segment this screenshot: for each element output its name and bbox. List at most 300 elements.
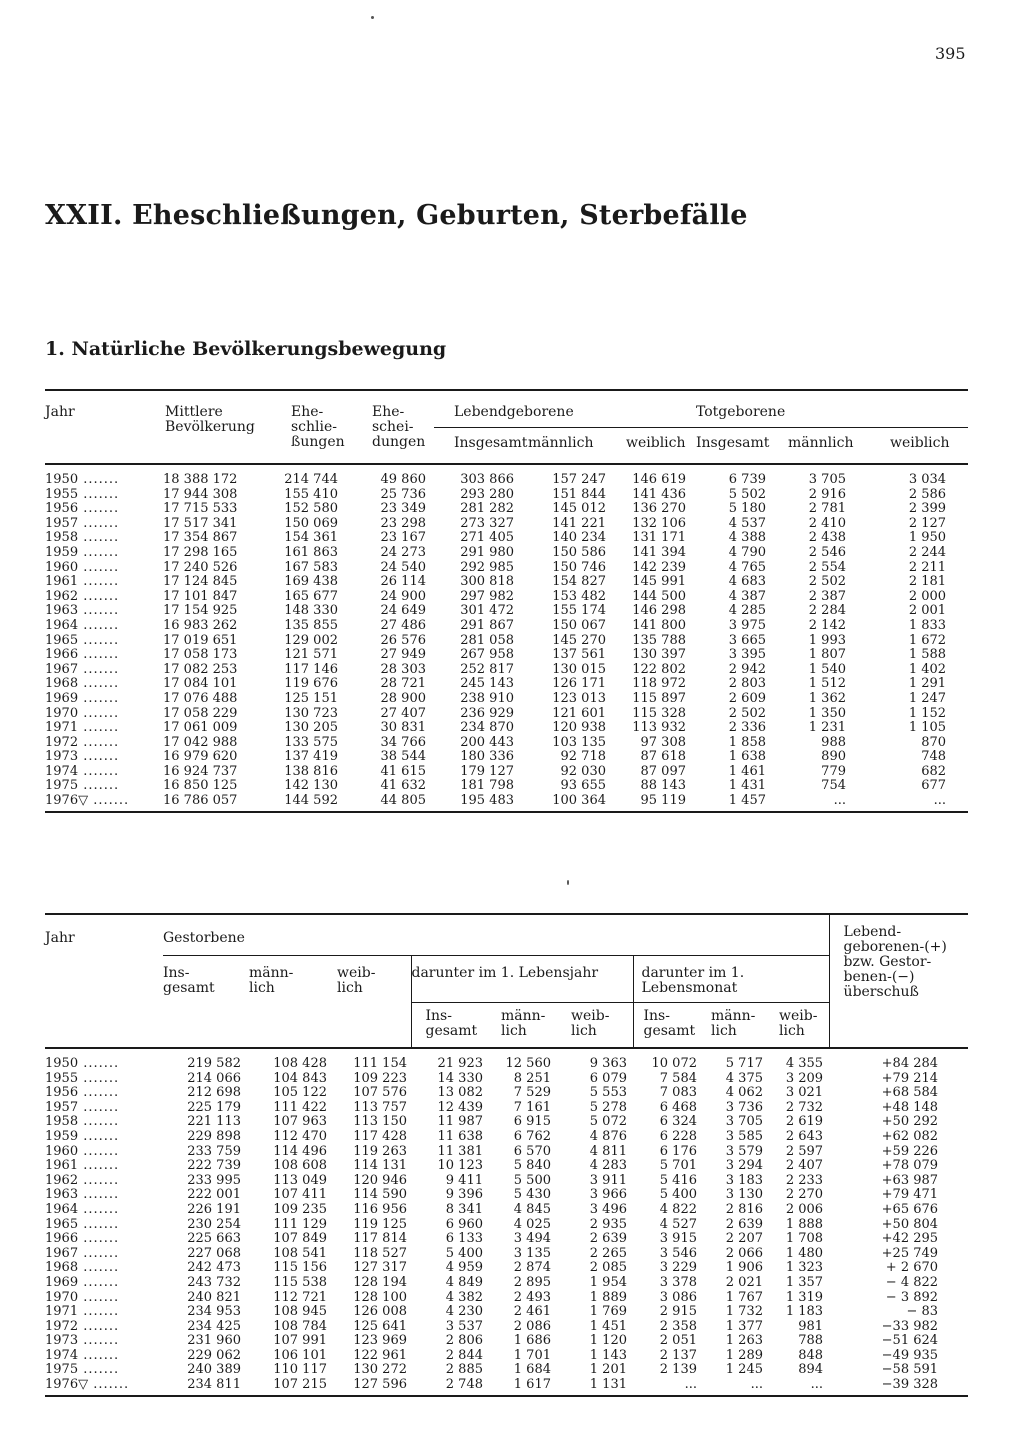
year-label: 1976▽ [45, 1377, 89, 1393]
value-cell: ... [684, 1377, 697, 1393]
table-row [45, 1086, 968, 1101]
value-cell: 1 289 [725, 1347, 763, 1363]
value-cell: 7 584 [659, 1070, 697, 1086]
value-cell: 222 739 [187, 1158, 241, 1174]
value-cell: 240 389 [187, 1362, 241, 1378]
value-cell: 130 397 [632, 647, 686, 663]
value-cell: 229 898 [187, 1128, 241, 1144]
value-cell: 127 317 [353, 1260, 407, 1276]
table-row [45, 765, 968, 780]
value-cell: 144 500 [632, 588, 686, 604]
year-label: 1963 [45, 603, 79, 619]
value-cell: 2 554 [808, 559, 846, 575]
value-cell: 2 502 [808, 574, 846, 590]
year-label: 1960 [45, 559, 79, 575]
value-cell: 130 205 [284, 720, 338, 736]
header-mittlere-bevoelkerung: Mittlere Bevölkerung [165, 404, 255, 435]
table-row [45, 794, 968, 809]
value-cell: 16 850 125 [163, 778, 238, 794]
value-cell: 2 619 [785, 1114, 824, 1130]
value-cell: 12 560 [505, 1056, 551, 1071]
value-cell: 107 963 [273, 1114, 327, 1130]
year-cell: 1972 ....... [45, 1318, 120, 1334]
year-cell: 1964 ....... [45, 617, 120, 633]
value-cell: 5 278 [589, 1099, 627, 1115]
year-label: 1958 [45, 1114, 79, 1130]
table-row [45, 1188, 968, 1203]
value-cell: 1 588 [908, 647, 947, 663]
table-row [45, 1334, 968, 1349]
value-cell: 1 807 [808, 647, 846, 663]
value-cell: 115 538 [273, 1274, 327, 1290]
value-cell: +79 214 [881, 1070, 939, 1086]
value-cell: 25 736 [380, 486, 426, 502]
value-cell: 2 781 [808, 501, 846, 517]
value-cell: 1 120 [589, 1333, 627, 1349]
year-cell: 1965 ....... [45, 1216, 120, 1232]
value-cell: −49 935 [881, 1347, 939, 1363]
value-cell: 4 230 [445, 1304, 483, 1320]
header-lm-insgesamt: Ins- gesamt [633, 1003, 701, 1049]
year-label: 1955 [45, 486, 79, 502]
year-label: 1969 [45, 690, 79, 706]
value-cell: 141 394 [632, 544, 686, 560]
year-cell: 1950 ....... [45, 472, 120, 487]
value-cell: 28 303 [380, 661, 426, 677]
year-label: 1965 [45, 1216, 79, 1232]
value-cell: 2 066 [725, 1245, 763, 1261]
value-cell: 4 283 [589, 1158, 627, 1174]
value-cell: 2 643 [785, 1128, 824, 1144]
value-cell: 2 915 [659, 1304, 697, 1320]
value-cell: 130 272 [353, 1362, 407, 1378]
value-cell: 234 870 [460, 720, 514, 736]
value-cell: 122 961 [353, 1347, 407, 1363]
value-cell: +42 295 [881, 1231, 939, 1247]
value-cell: 2 142 [808, 617, 846, 633]
header-jahr: Jahr [45, 404, 75, 420]
section-title: 1. Natürliche Bevölkerungsbewegung [45, 338, 447, 360]
value-cell: +84 284 [881, 1056, 939, 1071]
table-row [45, 1145, 968, 1160]
value-cell: 848 [798, 1347, 824, 1363]
value-cell: 1 769 [589, 1304, 627, 1320]
value-cell: 890 [821, 749, 846, 765]
value-cell: 145 270 [552, 632, 606, 648]
value-cell: 146 298 [632, 603, 686, 619]
value-cell: 1 319 [785, 1289, 824, 1305]
value-cell: 17 298 165 [163, 544, 238, 560]
value-cell: 1 686 [513, 1333, 551, 1349]
value-cell: 2 732 [785, 1099, 824, 1115]
value-cell: 118 527 [353, 1245, 407, 1261]
value-cell: 5 400 [445, 1245, 483, 1261]
value-cell: 5 553 [589, 1085, 627, 1101]
value-cell: 1 732 [725, 1304, 763, 1320]
value-cell: +63 987 [881, 1172, 939, 1188]
value-cell: 24 540 [380, 559, 426, 575]
value-cell: 44 805 [380, 793, 426, 809]
value-cell: 226 191 [187, 1201, 241, 1217]
value-cell: 179 127 [460, 763, 514, 779]
value-cell: 14 330 [437, 1070, 483, 1086]
value-cell: 281 282 [460, 501, 514, 517]
table-row [45, 604, 968, 619]
year-label: 1956 [45, 501, 79, 517]
value-cell: 49 860 [380, 472, 426, 487]
header-jahr-2: Jahr [45, 930, 75, 946]
value-cell: 300 818 [460, 574, 514, 590]
value-cell: 110 117 [273, 1362, 327, 1378]
header-tot-weiblich: weiblich [890, 435, 950, 451]
value-cell: ... [933, 793, 947, 809]
value-cell: 677 [921, 778, 947, 794]
value-cell: 1 350 [808, 705, 846, 721]
value-cell: 17 240 526 [163, 559, 238, 575]
value-cell: 108 608 [273, 1158, 327, 1174]
value-cell: 1 183 [785, 1304, 824, 1320]
value-cell: 2 006 [785, 1201, 824, 1217]
value-cell: 9 396 [445, 1187, 483, 1203]
value-cell: 17 154 925 [163, 603, 238, 619]
year-label: 1960 [45, 1143, 79, 1159]
value-cell: 2 609 [728, 690, 766, 706]
value-cell: 115 897 [632, 690, 686, 706]
table2-body [45, 1048, 968, 1396]
value-cell: 245 143 [460, 676, 514, 692]
header-lm-maennlich: männ- lich [711, 1008, 756, 1039]
year-label: 1969 [45, 1274, 79, 1290]
table-row [45, 692, 968, 707]
value-cell: 2 586 [908, 486, 947, 502]
value-cell: 4 876 [589, 1128, 627, 1144]
value-cell: 225 663 [187, 1231, 241, 1247]
table-row [45, 1363, 968, 1378]
year-cell: 1970 ....... [45, 705, 120, 721]
value-cell: 2 244 [908, 544, 947, 560]
value-cell: 138 816 [284, 763, 338, 779]
value-cell: 2 935 [589, 1216, 627, 1232]
table-row [45, 590, 968, 605]
header-lebensmonat: darunter im 1. Lebensmonat [633, 956, 829, 1003]
value-cell: 1 143 [589, 1347, 627, 1363]
value-cell: 754 [821, 778, 846, 794]
value-cell: 126 171 [552, 676, 606, 692]
value-cell: 1 231 [808, 720, 846, 736]
year-label: 1973 [45, 749, 79, 765]
header-lj-weiblich: weib- lich [571, 1008, 610, 1039]
value-cell: 105 122 [273, 1085, 327, 1101]
value-cell: 4 683 [728, 574, 766, 590]
year-label: 1970 [45, 1289, 79, 1305]
value-cell: 2 000 [908, 588, 947, 604]
year-cell: 1969 ....... [45, 1274, 120, 1290]
table-row [45, 1261, 968, 1276]
value-cell: +50 804 [881, 1216, 939, 1232]
value-cell: 2 461 [513, 1304, 551, 1320]
value-cell: 141 221 [552, 515, 606, 531]
year-cell: 1963 ....... [45, 1187, 120, 1203]
value-cell: 107 576 [353, 1085, 407, 1101]
table-row [45, 1378, 968, 1393]
value-cell: 4 811 [589, 1143, 627, 1159]
table-row [45, 575, 968, 590]
value-cell: 5 072 [589, 1114, 627, 1130]
value-cell: 12 439 [437, 1099, 483, 1115]
year-cell: 1974 ....... [45, 1347, 120, 1363]
value-cell: 212 698 [187, 1085, 241, 1101]
value-cell: 117 146 [284, 661, 338, 677]
value-cell: 92 030 [560, 763, 606, 779]
value-cell: 3 546 [659, 1245, 697, 1261]
year-label: 1957 [45, 1099, 79, 1115]
year-cell: 1976▽ ....... [45, 793, 130, 809]
value-cell: +59 226 [881, 1143, 939, 1159]
page-number: 395 [935, 44, 966, 63]
year-cell: 1970 ....... [45, 1289, 120, 1305]
year-label: 1965 [45, 632, 79, 648]
value-cell: 2 546 [808, 544, 846, 560]
year-cell: 1961 ....... [45, 574, 120, 590]
value-cell: 292 985 [460, 559, 514, 575]
year-label: 1966 [45, 647, 79, 663]
value-cell: 154 827 [552, 574, 606, 590]
table-row [45, 1174, 968, 1189]
value-cell: 9 363 [589, 1056, 627, 1071]
value-cell: 3 705 [725, 1114, 763, 1130]
year-label: 1975 [45, 778, 79, 794]
year-label: 1966 [45, 1231, 79, 1247]
value-cell: 3 537 [445, 1318, 483, 1334]
value-cell: 2 916 [808, 486, 846, 502]
year-label: 1961 [45, 574, 79, 590]
value-cell: −51 624 [881, 1333, 939, 1349]
value-cell: 3 378 [659, 1274, 697, 1290]
year-label: 1955 [45, 1070, 79, 1086]
value-cell: 4 765 [728, 559, 766, 575]
value-cell: 111 422 [273, 1099, 327, 1115]
value-cell: 3 130 [725, 1187, 763, 1203]
year-cell: 1957 ....... [45, 515, 120, 531]
value-cell: 2 127 [908, 515, 947, 531]
value-cell: 17 084 101 [163, 676, 238, 692]
table-row [45, 1115, 968, 1130]
value-cell: 123 013 [552, 690, 606, 706]
value-cell: 17 058 173 [163, 647, 238, 663]
table-row [45, 634, 968, 649]
value-cell: 16 786 057 [163, 793, 238, 809]
value-cell: 2 387 [808, 588, 846, 604]
value-cell: 111 154 [353, 1056, 407, 1071]
table-row [45, 1291, 968, 1306]
value-cell: 114 496 [273, 1143, 327, 1159]
year-label: 1971 [45, 1304, 79, 1320]
value-cell: 2 748 [445, 1377, 483, 1393]
value-cell: 17 124 845 [163, 574, 238, 590]
value-cell: 140 234 [552, 530, 606, 546]
value-cell: +48 148 [881, 1099, 939, 1115]
value-cell: 271 405 [460, 530, 514, 546]
value-cell: 7 161 [513, 1099, 551, 1115]
value-cell: 17 019 651 [163, 632, 238, 648]
value-cell: 113 932 [632, 720, 686, 736]
value-cell: 3 915 [659, 1231, 697, 1247]
value-cell: 169 438 [284, 574, 338, 590]
value-cell: 2 336 [728, 720, 766, 736]
year-cell: 1973 ....... [45, 1333, 120, 1349]
value-cell: 231 960 [187, 1333, 241, 1349]
value-cell: 3 736 [725, 1099, 763, 1115]
year-label: 1950 [45, 472, 79, 487]
value-cell: 293 280 [460, 486, 514, 502]
value-cell: 107 411 [273, 1187, 327, 1203]
value-cell: 214 066 [187, 1070, 241, 1086]
value-cell: 17 061 009 [163, 720, 238, 736]
value-cell: 115 328 [632, 705, 686, 721]
value-cell: 4 382 [445, 1289, 483, 1305]
year-cell: 1971 ....... [45, 720, 120, 736]
value-cell: 6 468 [659, 1099, 697, 1115]
value-cell: 1 480 [785, 1245, 824, 1261]
value-cell: 148 330 [284, 603, 338, 619]
value-cell: 121 601 [552, 705, 606, 721]
value-cell: 7 083 [659, 1085, 697, 1101]
value-cell: 4 845 [513, 1201, 551, 1217]
value-cell: 141 436 [632, 486, 686, 502]
value-cell: 167 583 [284, 559, 338, 575]
year-label: 1961 [45, 1158, 79, 1174]
value-cell: 152 580 [284, 501, 338, 517]
year-label: 1963 [45, 1187, 79, 1203]
value-cell: 5 180 [728, 501, 766, 517]
value-cell: 114 590 [353, 1187, 407, 1203]
value-cell: 131 171 [632, 530, 686, 546]
value-cell: 150 586 [552, 544, 606, 560]
value-cell: 137 419 [284, 749, 338, 765]
year-label: 1976▽ [45, 793, 89, 809]
value-cell: −39 328 [881, 1377, 939, 1393]
value-cell: 17 082 253 [163, 661, 238, 677]
value-cell: 13 082 [437, 1085, 483, 1101]
value-cell: 2 001 [908, 603, 947, 619]
value-cell: 2 211 [908, 559, 947, 575]
header-tot-maennlich: männlich [788, 435, 854, 451]
year-cell: 1964 ....... [45, 1201, 120, 1217]
value-cell: 267 958 [460, 647, 514, 663]
value-cell: 2 021 [725, 1274, 763, 1290]
value-cell: 165 677 [284, 588, 338, 604]
value-cell: 5 701 [659, 1158, 697, 1174]
value-cell: 87 097 [640, 763, 686, 779]
value-cell: 234 953 [187, 1304, 241, 1320]
value-cell: 41 615 [380, 763, 426, 779]
value-cell: 4 375 [725, 1070, 763, 1086]
value-cell: 1 906 [725, 1260, 763, 1276]
year-cell: 1959 ....... [45, 544, 120, 560]
value-cell: 26 114 [380, 574, 426, 590]
value-cell: 17 715 533 [163, 501, 238, 517]
header-gest-insgesamt: Ins- gesamt [163, 965, 215, 996]
header-gest-maennlich: männ- lich [249, 965, 294, 996]
value-cell: 97 308 [640, 734, 686, 750]
value-cell: 303 866 [460, 472, 514, 487]
table-row [45, 1130, 968, 1145]
value-cell: 111 129 [273, 1216, 327, 1232]
value-cell: 2 895 [513, 1274, 551, 1290]
value-cell: 21 923 [437, 1056, 483, 1071]
year-label: 1972 [45, 734, 79, 750]
table-row [45, 648, 968, 663]
value-cell: 28 900 [380, 690, 426, 706]
value-cell: 229 062 [187, 1347, 241, 1363]
value-cell: 145 991 [632, 574, 686, 590]
year-cell: 1974 ....... [45, 763, 120, 779]
value-cell: 219 582 [187, 1056, 241, 1071]
year-cell: 1972 ....... [45, 734, 120, 750]
year-label: 1972 [45, 1318, 79, 1334]
value-cell: 238 910 [460, 690, 514, 706]
value-cell: 119 125 [353, 1216, 407, 1232]
table-row [45, 779, 968, 794]
value-cell: 1 540 [808, 661, 846, 677]
value-cell: 137 561 [552, 647, 606, 663]
value-cell: 2 407 [785, 1158, 824, 1174]
value-cell: 125 641 [353, 1318, 407, 1334]
value-cell: 133 575 [284, 734, 338, 750]
value-cell: 2 493 [513, 1289, 551, 1305]
value-cell: 6 570 [513, 1143, 551, 1159]
value-cell: 3 705 [808, 472, 846, 487]
value-cell: 109 235 [273, 1201, 327, 1217]
year-cell: 1955 ....... [45, 486, 120, 502]
value-cell: 2 806 [445, 1333, 483, 1349]
value-cell: 2 284 [808, 603, 846, 619]
value-cell: 4 388 [728, 530, 766, 546]
value-cell: 4 790 [728, 544, 766, 560]
value-cell: 225 179 [187, 1099, 241, 1115]
table-row [45, 721, 968, 736]
value-cell: 3 494 [513, 1231, 551, 1247]
value-cell: 2 844 [445, 1347, 483, 1363]
value-cell: − 3 892 [885, 1289, 939, 1305]
year-label: 1973 [45, 1333, 79, 1349]
value-cell: 28 721 [380, 676, 426, 692]
value-cell: 144 592 [284, 793, 338, 809]
year-label: 1962 [45, 1172, 79, 1188]
value-cell: 1 451 [589, 1318, 627, 1334]
value-cell: 120 946 [353, 1172, 407, 1188]
value-cell: 1 708 [785, 1231, 824, 1247]
table-row [45, 1101, 968, 1116]
value-cell: 95 119 [640, 793, 686, 809]
year-label: 1971 [45, 720, 79, 736]
year-cell: 1971 ....... [45, 1304, 120, 1320]
value-cell: 145 012 [552, 501, 606, 517]
table-row [45, 561, 968, 576]
value-cell: 3 911 [589, 1172, 627, 1188]
value-cell: 181 798 [460, 778, 514, 794]
value-cell: 123 969 [353, 1333, 407, 1349]
value-cell: 128 194 [353, 1274, 407, 1290]
value-cell: 23 167 [380, 530, 426, 546]
value-cell: 11 381 [437, 1143, 483, 1159]
year-cell: 1961 ....... [45, 1158, 120, 1174]
year-label: 1964 [45, 617, 79, 633]
scan-speck [567, 880, 569, 885]
header-lebend-insgesamt: Insgesamt [454, 435, 528, 451]
value-cell: 1 152 [908, 705, 947, 721]
year-label: 1974 [45, 763, 79, 779]
